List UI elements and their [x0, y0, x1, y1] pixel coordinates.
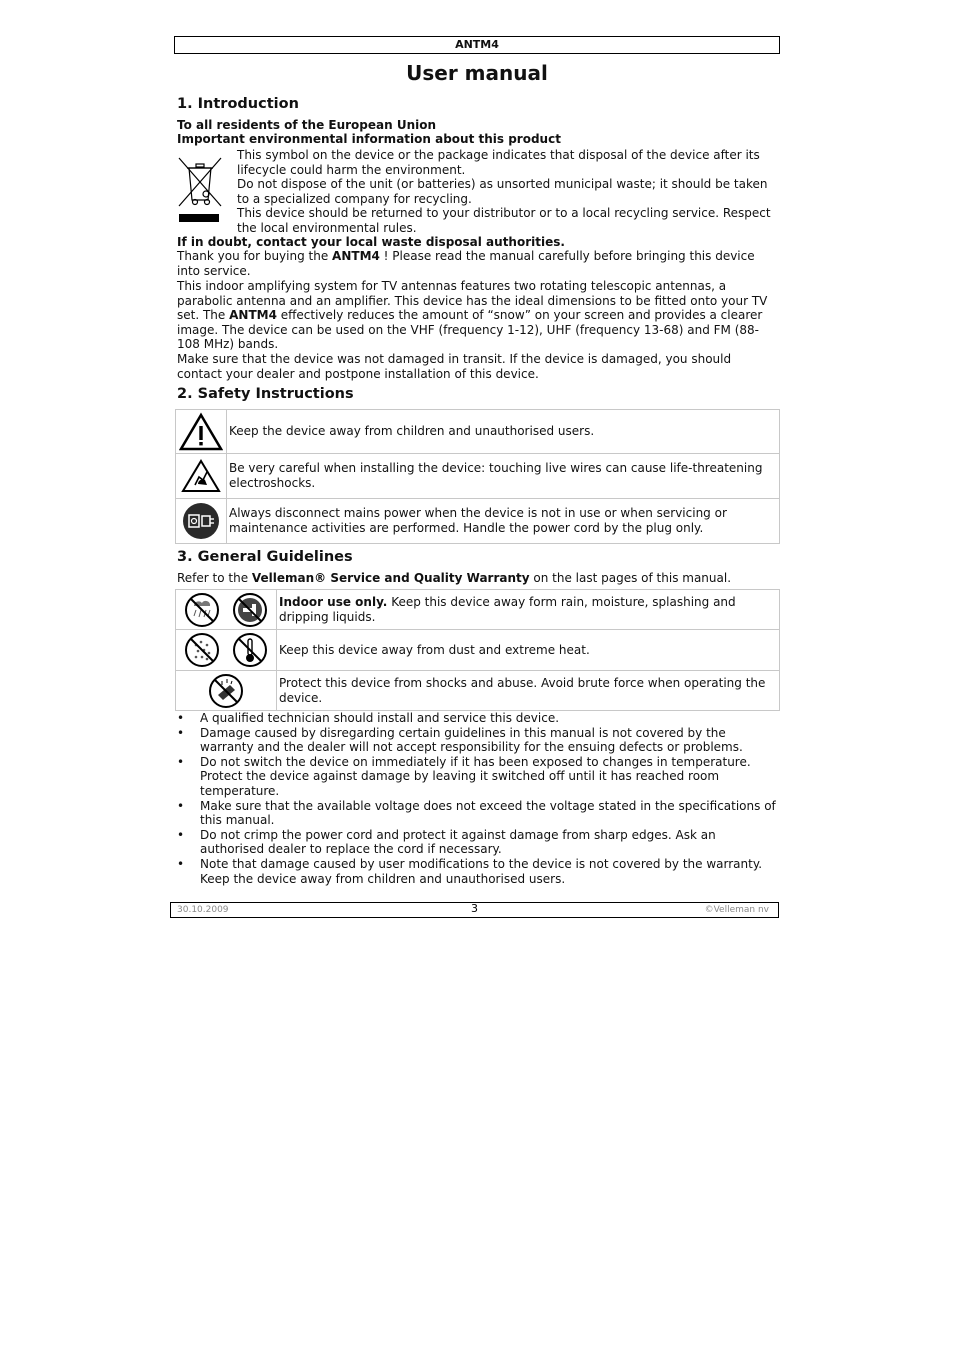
header-model: ANTM4: [455, 38, 499, 51]
guideline-detail: Keep this device away from dust and extreme heat.: [279, 642, 590, 657]
env-paragraph-2: Do not dispose of the unit (or batteries) as unsorted municipal waste; it should be taken to a specialized company for recycling.: [237, 177, 768, 206]
safety-text: Keep the device away from children and unauthorised users.: [227, 410, 780, 454]
environment-info: [237, 148, 779, 236]
warning-triangle-icon: [178, 412, 224, 452]
guideline-row: [176, 671, 780, 711]
guideline-text: [277, 590, 780, 630]
transit-paragraph: Make sure that the device was not damaged in transit. If the device is damaged, you should contact your dealer and postpone installation of this device.: [177, 352, 732, 381]
guideline-row: [176, 630, 780, 671]
list-item: • Damage caused by disregarding certain guidelines in this manual is not covered by the warranty and the dealer will not accept responsibility for the ensuing defects or problems.: [177, 726, 779, 755]
safety-icon-cell: [176, 410, 227, 454]
header-model-box: [174, 36, 780, 54]
safety-heading: 2. Safety Instructions: [177, 386, 354, 402]
guideline-text: [277, 630, 780, 671]
page-title: User manual: [406, 61, 548, 85]
no-dust-icon: [184, 632, 220, 668]
env-paragraph-3: This device should be returned to your distributor or to a local recycling service. Respect the local environmental rules.: [237, 206, 771, 235]
list-item: • Make sure that the available voltage does not exceed the voltage stated in the specifications of this manual.: [177, 799, 779, 828]
warranty-reference: [177, 571, 779, 586]
guidelines-table: [175, 589, 780, 711]
env-paragraph-1: This symbol on the device or the package indicates that disposal of the device after its lifecycle could harm the environment.: [237, 148, 760, 177]
description-paragraph: [177, 279, 779, 352]
warranty-name: Velleman® Service and Quality Warranty: [251, 571, 530, 585]
doubt-line: If in doubt, contact your local waste disposal authorities.: [177, 235, 565, 249]
general-heading: 3. General Guidelines: [177, 549, 353, 565]
guideline-detail: Protect this device from shocks and abuse. Avoid brute force when operating the device.: [279, 675, 766, 705]
guideline-row: [176, 590, 780, 630]
no-rain-icon: [184, 592, 220, 628]
list-item: • Note that damage caused by user modifications to the device is not covered by the warranty. Keep the device away from children and unauthorised users.: [177, 857, 779, 886]
safety-row: [176, 454, 780, 499]
guidelines-bullet-list: [177, 711, 779, 886]
intro-heading: 1. Introduction: [177, 96, 299, 112]
safety-icon-cell: [176, 499, 227, 544]
refer-text-a: Refer to the: [177, 571, 252, 585]
guideline-text: [277, 671, 780, 711]
guideline-icon-cell: [176, 590, 277, 630]
footer-date: 30.10.2009: [177, 905, 229, 915]
thanks-text-c: ! Please read the manual carefully before bringing this device into service.: [177, 249, 755, 278]
guideline-icon-cell: [176, 630, 277, 671]
no-shock-icon: [178, 673, 274, 709]
safety-text: Be very careful when installing the device: touching live wires can cause life-threatening electroshocks.: [227, 454, 780, 499]
footer: [170, 902, 779, 918]
list-item: • Do not switch the device on immediately if it has been exposed to changes in temperature. Protect the device against damage by leaving it switched off until it has reached room temperature.: [177, 755, 779, 799]
safety-table: [175, 409, 780, 544]
footer-copyright: ©Velleman nv: [704, 905, 769, 915]
refer-text-c: on the last pages of this manual.: [529, 571, 732, 585]
safety-text: Always disconnect mains power when the device is not in use or when servicing or maintenance activities are performed. Handle the power cord by the plug only.: [227, 499, 780, 544]
weee-bin-icon: [177, 156, 223, 228]
no-liquid-icon: [232, 592, 268, 628]
guideline-bold: Indoor use only.: [279, 594, 388, 609]
thanks-model: ANTM4: [332, 249, 380, 263]
desc-model: ANTM4: [229, 308, 277, 323]
thanks-text-a: Thank you for buying the: [177, 249, 333, 263]
desc-text-a: This indoor amplifying system for TV antennas features two rotating telescopic antennas, a parabolic antenna and an amplifier. This device has the ideal dimensions to be fitted onto your TV set. The: [177, 279, 768, 323]
list-item: • Do not crimp the power cord and protect it against damage from sharp edges. Ask an authorised dealer to replace the cord if necessary.: [177, 828, 779, 857]
footer-page-number: 3: [471, 902, 478, 915]
guideline-detail: Keep this device away form rain, moisture, splashing and dripping liquids.: [279, 594, 736, 624]
desc-text-c: effectively reduces the amount of “snow” on your screen and provides a clearer image. The device can be used on the VHF (frequency 1-12), UHF (frequency 13-68) and FM (88-108 MHz) bands.: [177, 308, 763, 352]
list-item: • A qualified technician should install and service this device.: [177, 711, 779, 726]
safety-row: [176, 499, 780, 544]
safety-row: [176, 410, 780, 454]
disconnect-plug-icon: [178, 501, 224, 541]
electroshock-warning-icon: [178, 458, 224, 494]
guideline-icon-cell: [176, 671, 277, 711]
eu-line-1: To all residents of the European Union: [177, 118, 437, 132]
thanks-paragraph: [177, 249, 779, 278]
eu-line-2: Important environmental information about this product: [177, 132, 561, 146]
no-heat-icon: [232, 632, 268, 668]
safety-icon-cell: [176, 454, 227, 499]
